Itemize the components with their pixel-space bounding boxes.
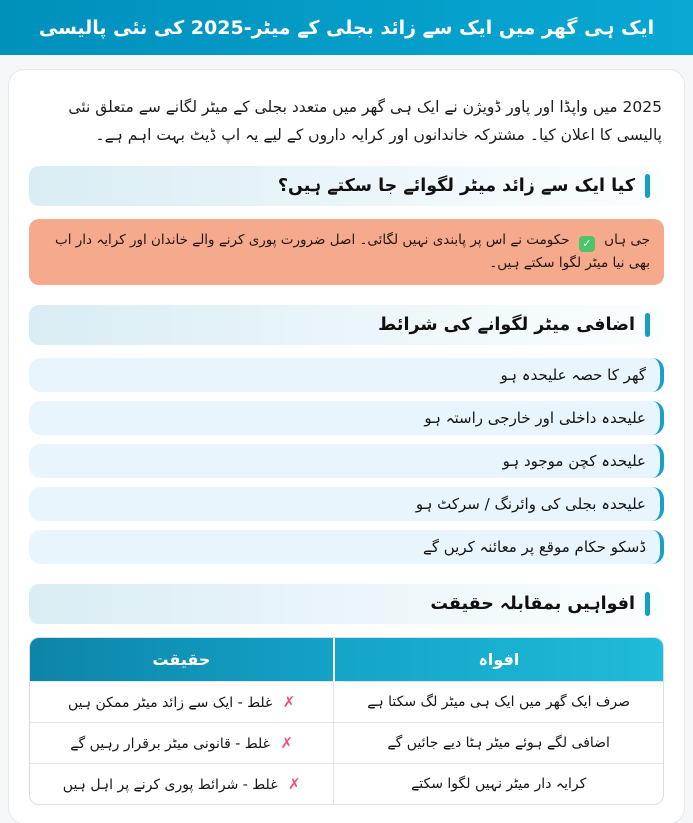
- accent-bar-icon: [645, 592, 650, 616]
- myths-table: [30, 638, 663, 804]
- cross-icon: ✗: [287, 775, 301, 794]
- cross-icon: ✗: [282, 693, 296, 712]
- section-heading-myths: [29, 584, 664, 624]
- table-row: [30, 764, 663, 805]
- intro-paragraph: 2025 میں واپڈا اور پاور ڈویژن نے ایک ہی گھر میں متعدد بجلی کے میٹر لگانے سے متعلق نئی پالیسی کا اعلان کیا۔ مشترکہ خاندانوں اور کرایہ داروں کے لیے یہ اپ ڈیٹ بہت اہم ہے۔: [68, 98, 662, 144]
- reality-text: غلط - قانونی میٹر برقرار رہیں گے: [70, 736, 271, 753]
- answer-prefix: جی ہاں: [604, 231, 650, 248]
- check-icon: ✓: [579, 236, 595, 252]
- section-heading-question-label: کیا ایک سے زائد میٹر لگوائے جا سکتے ہیں؟: [277, 175, 635, 196]
- rumor-cell: صرف ایک گھر میں ایک ہی میٹر لگ سکتا ہے: [334, 682, 663, 723]
- cross-icon: ✗: [280, 734, 294, 753]
- list-item: علیحدہ کچن موجود ہو: [29, 444, 664, 478]
- answer-callout: [29, 219, 664, 285]
- list-item: علیحدہ بجلی کی وائرنگ / سرکٹ ہو: [29, 487, 664, 521]
- reality-cell: [30, 682, 334, 723]
- table-header-row: [30, 638, 663, 682]
- accent-bar-icon: [645, 313, 650, 337]
- page-title: ایک ہی گھر میں ایک سے زائد بجلی کے میٹر-2025 کی نئی پالیسی: [38, 16, 655, 39]
- table-row: [30, 682, 663, 723]
- reality-text: غلط - ایک سے زائد میٹر ممکن ہیں: [67, 695, 273, 712]
- table-row: [30, 723, 663, 764]
- rumor-cell: کرایہ دار میٹر نہیں لگوا سکتے: [334, 764, 663, 805]
- reality-cell: [30, 723, 334, 764]
- section-heading-conditions-label: اضافی میٹر لگوانے کی شرائط: [378, 315, 635, 336]
- column-header-rumor: افواہ: [334, 638, 663, 682]
- reality-cell: [30, 764, 334, 805]
- answer-text: حکومت نے اس پر پابندی نہیں لگائی۔ اصل ضرورت پوری کرنے والے خاندان اور کرایہ دار اب بھی نیا میٹر لگوا سکتے ہیں۔: [55, 231, 650, 272]
- myths-table-wrap: [29, 637, 664, 805]
- accent-bar-icon: [645, 174, 650, 198]
- list-item: ڈسکو حکام موقع پر معائنہ کریں گے: [29, 530, 664, 564]
- rumor-cell: اضافی لگے ہوئے میٹر ہٹا دیے جائیں گے: [334, 723, 663, 764]
- section-heading-myths-label: افواہیں بمقابلہ حقیقت: [430, 594, 635, 615]
- column-header-reality: حقیقت: [30, 638, 334, 682]
- content-card: [8, 69, 685, 823]
- list-item: گھر کا حصہ علیحدہ ہو: [29, 358, 664, 392]
- conditions-list: [29, 358, 664, 564]
- section-heading-question: [29, 166, 664, 206]
- list-item: علیحدہ داخلی اور خارجی راستہ ہو: [29, 401, 664, 435]
- page-banner: [0, 0, 693, 55]
- reality-text: غلط - شرائط پوری کرنے پر اہل ہیں: [62, 777, 278, 794]
- section-heading-conditions: [29, 305, 664, 345]
